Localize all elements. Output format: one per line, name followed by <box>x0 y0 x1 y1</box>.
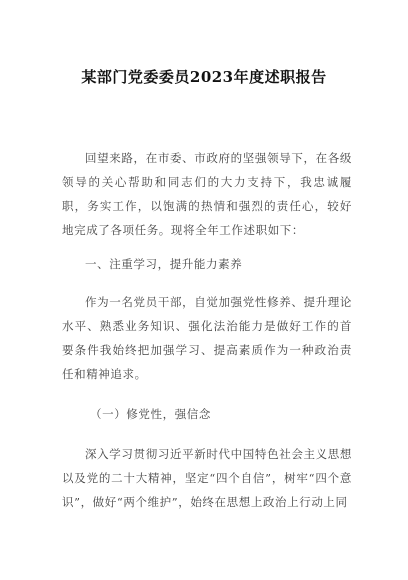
subsection-1-paragraph: 深入学习贯彻习近平新时代中国特色社会主义思想以及党的二十大精神，坚定“四个自信”，树牢“四个意识”，做好“两个维护”，始终在思想上政治上行动上同 <box>62 447 352 509</box>
section-heading-1: 一、注重学习，提升能力素养 <box>85 257 243 271</box>
intro-paragraph: 回望来路，在市委、市政府的坚强领导下，在各级领导的关心帮助和同志们的大力支持下，我忠诚履职，务实工作，以饱满的热情和强烈的责任心，较好地完成了各项任务。现将全年工作述职如下： <box>62 151 352 237</box>
subsection-heading-1: （一）修党性，强信念 <box>90 407 211 421</box>
section-1-paragraph: 作为一名党员干部，自觉加强党性修养、提升理论水平、熟悉业务知识、强化法治能力是做好工作的首要条件我始终把加强学习、提高素质作为一种政治责任和精神追求。 <box>62 295 352 381</box>
document-title: 某部门党委委员2023年度述职报告 <box>81 68 327 86</box>
